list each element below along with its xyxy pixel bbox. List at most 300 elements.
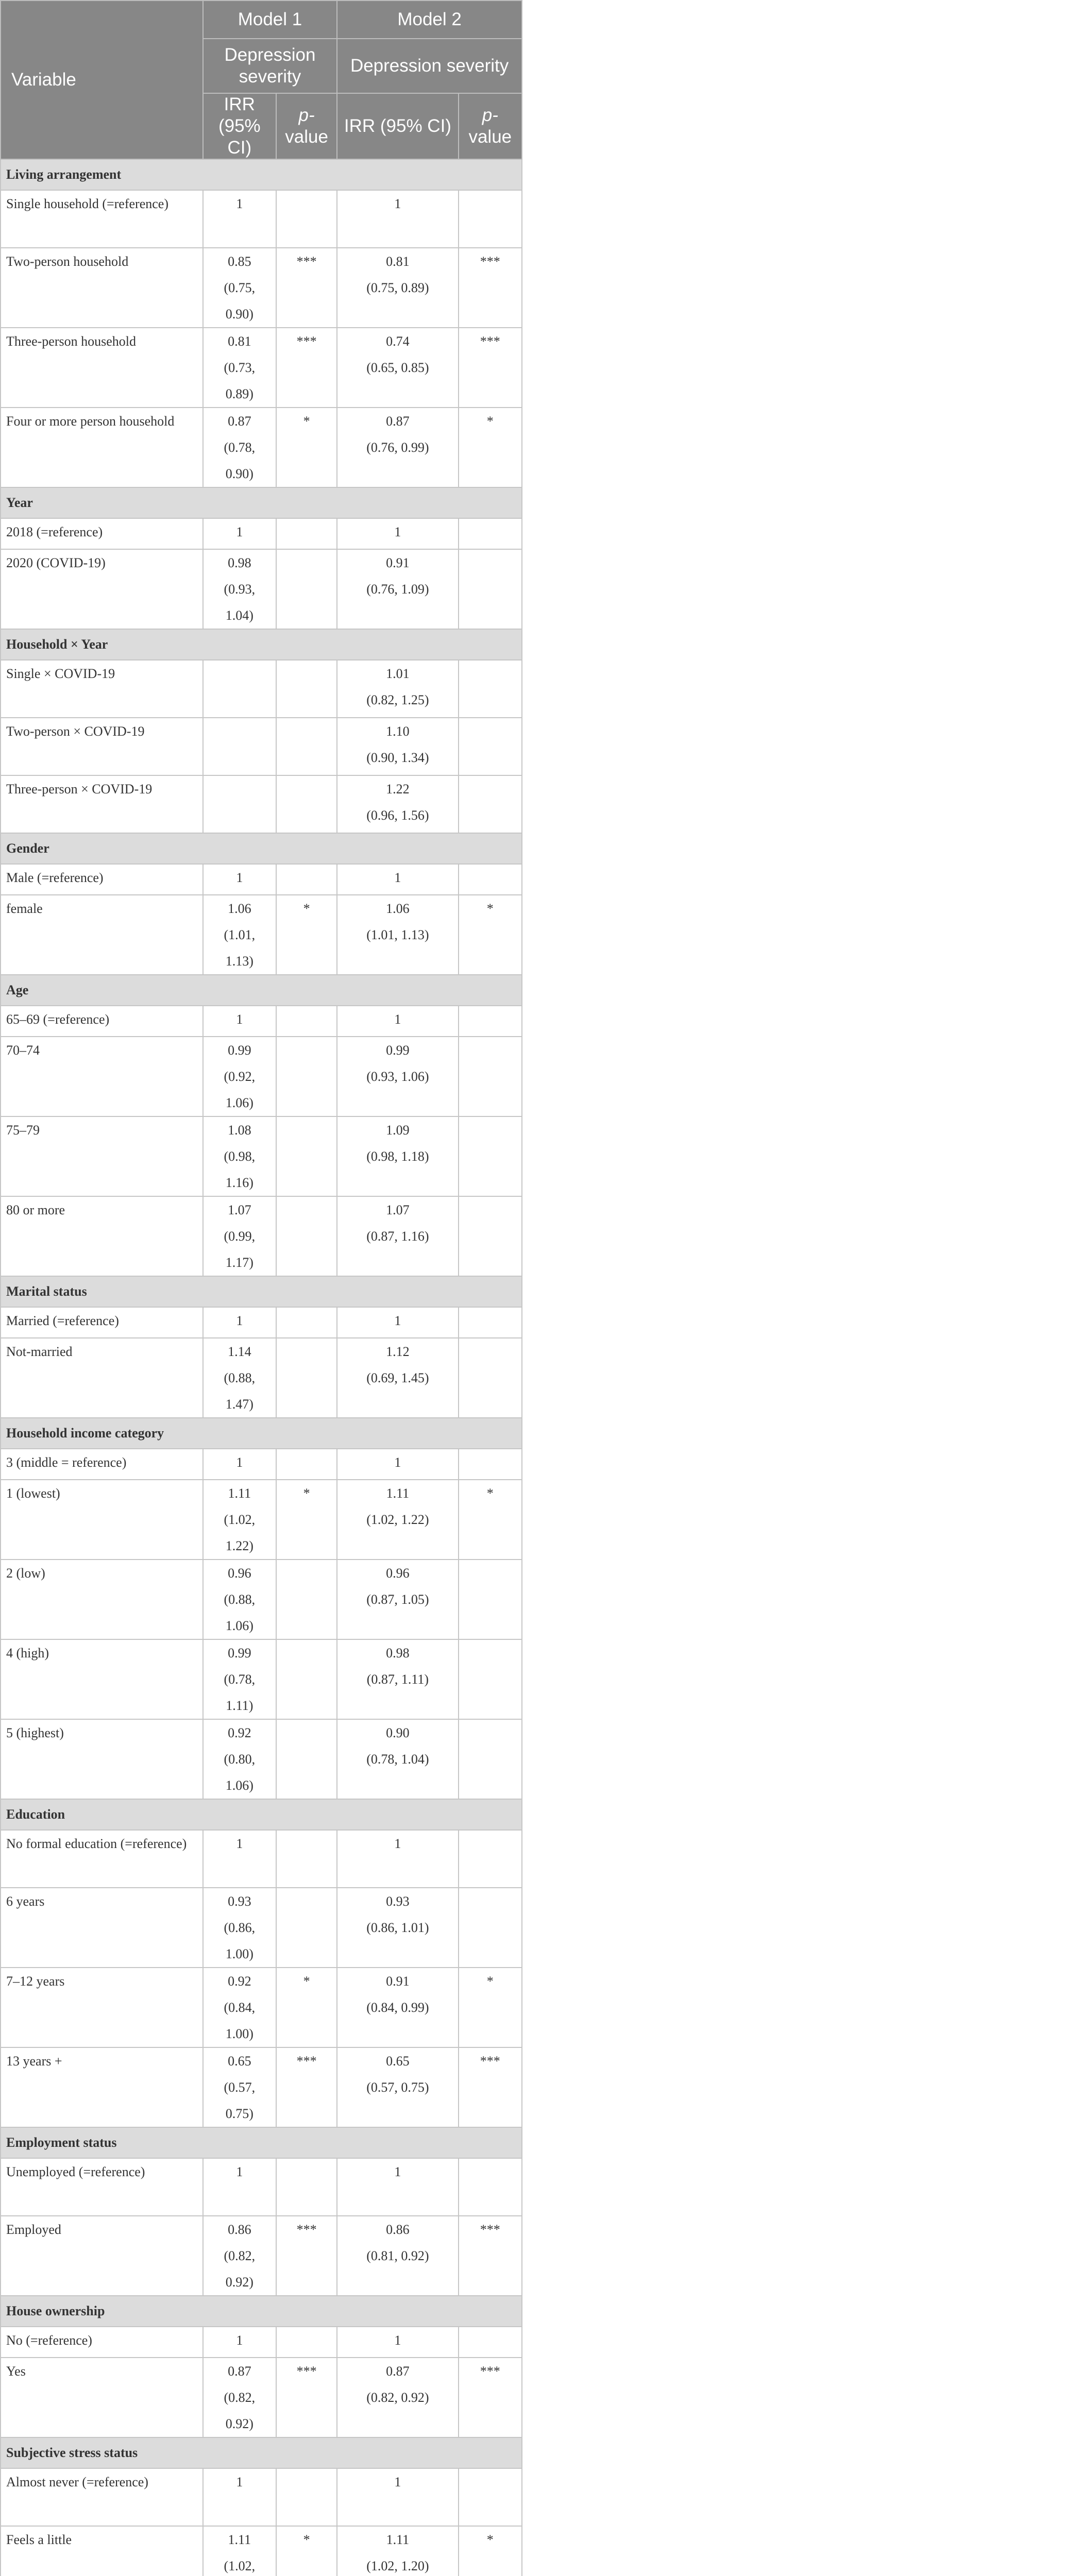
model-2-p-cell: *	[459, 408, 522, 487]
row-label: 70–74	[1, 1037, 203, 1116]
model-1-irr-cell	[203, 2047, 276, 2127]
model-2-p-cell	[459, 1888, 522, 1968]
irr-value: 0.87	[386, 414, 410, 429]
model-1-irr-cell	[203, 1116, 276, 1196]
irr-value: 1.12	[386, 1344, 410, 1359]
ci-value: (0.82, 1.25)	[366, 692, 429, 707]
row-label: 1 (lowest)	[1, 1480, 203, 1560]
irr-value: 0.92	[228, 1725, 251, 1740]
section-row	[1, 2437, 522, 2468]
row-label: Four or more person household	[1, 408, 203, 487]
model-2-irr-cell	[337, 718, 458, 775]
table-row	[1, 518, 522, 549]
model-1-p-cell: ***	[276, 2047, 337, 2127]
section-row	[1, 629, 522, 660]
model-2-p-cell	[459, 1037, 522, 1116]
irr-value: 1.07	[386, 1202, 410, 1217]
table-row	[1, 1449, 522, 1480]
model-1-p-cell: *	[276, 408, 337, 487]
irr-value: 1	[236, 2333, 243, 2348]
ci-value: (1.01, 1.13)	[366, 927, 429, 942]
row-label: Three-person household	[1, 328, 203, 408]
model-2-irr-cell	[337, 408, 458, 487]
model-1-irr-cell	[203, 1196, 276, 1276]
model-1-irr-cell	[203, 1480, 276, 1560]
irr-value: 0.96	[228, 1566, 251, 1581]
row-label: Employed	[1, 2216, 203, 2296]
irr-value: 1	[394, 870, 401, 885]
table-row	[1, 1719, 522, 1799]
irr-value: 1	[394, 2164, 401, 2179]
model-2-irr-cell	[337, 1338, 458, 1418]
model-1-irr-cell	[203, 1639, 276, 1719]
table-row	[1, 1639, 522, 1719]
regression-table	[0, 0, 522, 2576]
model-1-irr-cell	[203, 775, 276, 833]
model-2-p-cell	[459, 2158, 522, 2216]
table-row	[1, 1307, 522, 1338]
model-2-irr-cell	[337, 1006, 458, 1037]
model-2-p-cell	[459, 864, 522, 895]
irr-value: 1	[236, 1455, 243, 1470]
model-2-p-cell: *	[459, 895, 522, 975]
irr-value: 0.96	[386, 1566, 410, 1581]
model-1-p-cell	[276, 718, 337, 775]
model-1-p-cell: ***	[276, 2358, 337, 2437]
section-title: House ownership	[1, 2296, 522, 2327]
row-label: 2 (low)	[1, 1560, 203, 1639]
table-row	[1, 2216, 522, 2296]
ci-value: (0.75, 0.89)	[366, 280, 429, 295]
ci-value: (0.84, 1.00)	[224, 2000, 256, 2041]
irr-value: 1	[394, 1313, 401, 1328]
model-1-irr-cell	[203, 1006, 276, 1037]
model-2-p-cell	[459, 2468, 522, 2526]
model-2-irr-cell	[337, 2468, 458, 2526]
model-1-irr-cell	[203, 2468, 276, 2526]
ci-value: (0.78, 1.11)	[224, 1672, 256, 1713]
model-1-irr-cell	[203, 1888, 276, 1968]
model-2-p-cell	[459, 190, 522, 248]
model-1-irr-cell	[203, 1830, 276, 1888]
model-1-outcome-header: Depression severity	[203, 39, 337, 93]
model-2-p-cell: ***	[459, 2358, 522, 2437]
model-2-irr-cell	[337, 1307, 458, 1338]
row-label: female	[1, 895, 203, 975]
p-value-word: value	[285, 127, 328, 147]
table-row	[1, 2358, 522, 2437]
ci-value: (0.93, 1.04)	[224, 582, 256, 623]
model-1-irr-cell	[203, 1449, 276, 1480]
row-label: Male (=reference)	[1, 864, 203, 895]
table-row	[1, 1560, 522, 1639]
model-2-p-cell	[459, 1006, 522, 1037]
ci-value: (0.82, 0.92)	[366, 2390, 429, 2405]
table-body	[1, 159, 522, 2576]
model-2-outcome-header: Depression severity	[337, 39, 522, 93]
irr-value: 1.14	[228, 1344, 251, 1359]
irr-value: 1	[236, 2475, 243, 2489]
ci-value: (1.02, 1.20)	[366, 2558, 429, 2573]
irr-value: 0.74	[386, 334, 410, 349]
model-2-irr-cell	[337, 1116, 458, 1196]
model-2-irr-cell	[337, 2358, 458, 2437]
model-1-irr-cell	[203, 1338, 276, 1418]
model-1-p-cell	[276, 775, 337, 833]
irr-value: 1.11	[228, 2532, 251, 2547]
ci-value: (1.01, 1.13)	[224, 927, 256, 969]
model-2-p-cell	[459, 1560, 522, 1639]
irr-value: 1.11	[228, 1486, 251, 1501]
table-row	[1, 864, 522, 895]
irr-value: 1	[394, 2475, 401, 2489]
row-label: 4 (high)	[1, 1639, 203, 1719]
model-2-p-cell	[459, 1196, 522, 1276]
model-1-irr-header: IRR (95% CI)	[203, 93, 276, 159]
section-row	[1, 1276, 522, 1307]
irr-value: 0.87	[228, 2364, 251, 2379]
irr-value: 0.81	[228, 334, 251, 349]
irr-value: 1	[236, 1012, 243, 1027]
irr-value: 0.98	[228, 555, 251, 570]
table-row	[1, 1338, 522, 1418]
model-2-p-cell: ***	[459, 2047, 522, 2127]
model-2-irr-cell	[337, 248, 458, 328]
section-row	[1, 2127, 522, 2158]
irr-value: 0.99	[386, 1043, 410, 1058]
model-1-p-cell	[276, 190, 337, 248]
irr-value: 1.06	[228, 901, 251, 916]
ci-value: (0.92, 1.06)	[224, 1069, 256, 1110]
table-row	[1, 775, 522, 833]
table-row	[1, 2327, 522, 2358]
model-1-irr-cell	[203, 1719, 276, 1799]
model-2-irr-cell	[337, 2526, 458, 2576]
model-2-irr-cell	[337, 895, 458, 975]
ci-value: (0.81, 0.92)	[366, 2248, 429, 2263]
section-row	[1, 1799, 522, 1830]
model-2-p-cell	[459, 1719, 522, 1799]
model-2-header: Model 2	[337, 1, 522, 39]
table-header	[1, 1, 522, 159]
model-2-p-cell	[459, 2327, 522, 2358]
table-row	[1, 660, 522, 718]
model-1-p-cell: *	[276, 895, 337, 975]
section-row	[1, 1418, 522, 1449]
model-1-p-cell	[276, 660, 337, 718]
model-2-p-cell: *	[459, 1480, 522, 1560]
model-2-p-cell	[459, 718, 522, 775]
model-1-irr-cell	[203, 1037, 276, 1116]
ci-value: (0.78, 1.04)	[366, 1752, 429, 1767]
row-label: 5 (highest)	[1, 1719, 203, 1799]
table-wrapper	[0, 0, 522, 2576]
model-2-irr-cell	[337, 328, 458, 408]
model-1-p-header	[276, 93, 337, 159]
table-row	[1, 1196, 522, 1276]
table-row	[1, 1037, 522, 1116]
model-1-irr-cell	[203, 2526, 276, 2576]
ci-value: (0.57, 0.75)	[366, 2080, 429, 2095]
model-1-irr-cell	[203, 1968, 276, 2047]
model-2-irr-cell	[337, 864, 458, 895]
ci-value: (0.82, 0.92)	[224, 2390, 256, 2431]
model-2-p-cell	[459, 1449, 522, 1480]
model-1-p-cell	[276, 1338, 337, 1418]
table-row	[1, 1006, 522, 1037]
model-2-p-cell: ***	[459, 248, 522, 328]
irr-value: 1.11	[386, 1486, 410, 1501]
table-row	[1, 2526, 522, 2576]
row-label: 75–79	[1, 1116, 203, 1196]
model-2-p-cell	[459, 518, 522, 549]
model-1-irr-cell	[203, 1307, 276, 1338]
table-row	[1, 1116, 522, 1196]
row-label: Married (=reference)	[1, 1307, 203, 1338]
model-1-p-cell	[276, 1888, 337, 1968]
model-2-irr-cell	[337, 1037, 458, 1116]
model-2-irr-cell	[337, 518, 458, 549]
model-2-irr-cell	[337, 1560, 458, 1639]
model-1-p-cell	[276, 1307, 337, 1338]
model-1-irr-cell	[203, 1560, 276, 1639]
variable-header: Variable	[1, 1, 203, 159]
table-row	[1, 549, 522, 629]
row-label: 7–12 years	[1, 1968, 203, 2047]
model-1-irr-cell	[203, 328, 276, 408]
model-1-p-cell: *	[276, 1480, 337, 1560]
model-2-p-header	[459, 93, 522, 159]
irr-value: 0.65	[386, 2054, 410, 2069]
row-label: 65–69 (=reference)	[1, 1006, 203, 1037]
ci-value: (0.87, 1.16)	[366, 1229, 429, 1244]
model-2-p-cell	[459, 1307, 522, 1338]
irr-value: 1	[236, 524, 243, 539]
model-1-p-cell	[276, 1116, 337, 1196]
model-2-irr-cell	[337, 190, 458, 248]
irr-value: 0.87	[228, 414, 251, 429]
irr-value: 1.06	[386, 901, 410, 916]
model-2-irr-cell	[337, 1719, 458, 1799]
irr-value: 1.09	[386, 1123, 410, 1138]
p-value-word: value	[468, 127, 512, 147]
table-row	[1, 248, 522, 328]
ci-value: (0.73, 0.89)	[224, 360, 256, 401]
model-1-p-cell	[276, 1639, 337, 1719]
irr-value: 0.91	[386, 555, 410, 570]
table-row	[1, 1480, 522, 1560]
model-1-p-cell	[276, 1449, 337, 1480]
section-title: Household × Year	[1, 629, 522, 660]
row-label: Yes	[1, 2358, 203, 2437]
ci-value: (0.84, 0.99)	[366, 2000, 429, 2015]
irr-value: 1.01	[386, 666, 410, 681]
model-1-irr-cell	[203, 718, 276, 775]
irr-value: 0.93	[228, 1894, 251, 1909]
irr-value: 1	[394, 1455, 401, 1470]
model-1-p-cell	[276, 1006, 337, 1037]
model-1-irr-cell	[203, 864, 276, 895]
irr-value: 0.86	[228, 2222, 251, 2237]
model-1-irr-cell	[203, 518, 276, 549]
table-row	[1, 2158, 522, 2216]
table-row	[1, 1968, 522, 2047]
ci-value: (0.93, 1.06)	[366, 1069, 429, 1084]
section-title: Age	[1, 975, 522, 1006]
irr-value: 0.98	[386, 1646, 410, 1660]
section-row	[1, 833, 522, 864]
model-1-irr-cell	[203, 549, 276, 629]
irr-value: 0.86	[386, 2222, 410, 2237]
model-2-p-cell: ***	[459, 328, 522, 408]
irr-value: 1	[236, 2164, 243, 2179]
model-2-p-cell: *	[459, 2526, 522, 2576]
model-1-p-cell	[276, 1037, 337, 1116]
section-row	[1, 159, 522, 190]
section-title: Marital status	[1, 1276, 522, 1307]
row-label: Two-person × COVID-19	[1, 718, 203, 775]
irr-value: 1.10	[386, 724, 410, 739]
model-1-p-cell: ***	[276, 2216, 337, 2296]
ci-value: (0.98, 1.18)	[366, 1149, 429, 1164]
model-1-p-cell	[276, 1196, 337, 1276]
irr-value: 1	[394, 524, 401, 539]
model-2-irr-cell	[337, 1830, 458, 1888]
ci-value: (0.76, 0.99)	[366, 440, 429, 455]
table-row	[1, 1830, 522, 1888]
row-label: 2020 (COVID-19)	[1, 549, 203, 629]
irr-value: 1	[236, 196, 243, 211]
section-title: Year	[1, 487, 522, 518]
model-1-p-cell	[276, 549, 337, 629]
p-italic: p-	[298, 105, 315, 125]
irr-value: 0.93	[386, 1894, 410, 1909]
model-2-irr-cell	[337, 1639, 458, 1719]
ci-value: (0.65, 0.85)	[366, 360, 429, 375]
model-1-irr-cell	[203, 190, 276, 248]
model-1-irr-cell	[203, 660, 276, 718]
row-label: 3 (middle = reference)	[1, 1449, 203, 1480]
irr-value: 1.11	[386, 2532, 410, 2547]
ci-value: (0.86, 1.01)	[366, 1920, 429, 1935]
row-label: Three-person × COVID-19	[1, 775, 203, 833]
model-2-p-cell: ***	[459, 2216, 522, 2296]
ci-value: (0.87, 1.05)	[366, 1592, 429, 1607]
model-2-irr-cell	[337, 1196, 458, 1276]
row-label: Two-person household	[1, 248, 203, 328]
model-1-p-cell	[276, 1830, 337, 1888]
model-2-irr-cell	[337, 1480, 458, 1560]
model-2-irr-cell	[337, 660, 458, 718]
model-2-irr-cell	[337, 2216, 458, 2296]
model-1-irr-cell	[203, 2216, 276, 2296]
section-title: Household income category	[1, 1418, 522, 1449]
model-2-p-cell	[459, 549, 522, 629]
model-2-p-cell	[459, 1338, 522, 1418]
model-2-p-cell	[459, 1116, 522, 1196]
irr-value: 1	[394, 2333, 401, 2348]
model-1-p-cell	[276, 2327, 337, 2358]
model-2-p-cell	[459, 1830, 522, 1888]
model-2-irr-cell	[337, 549, 458, 629]
model-1-p-cell	[276, 518, 337, 549]
section-row	[1, 975, 522, 1006]
model-1-p-cell	[276, 2468, 337, 2526]
table-row	[1, 190, 522, 248]
ci-value: (0.57, 0.75)	[224, 2080, 256, 2121]
irr-value: 0.90	[386, 1725, 410, 1740]
model-1-irr-cell	[203, 248, 276, 328]
model-2-p-cell	[459, 1639, 522, 1719]
row-label: 6 years	[1, 1888, 203, 1968]
row-label: 80 or more	[1, 1196, 203, 1276]
irr-value: 0.92	[228, 1974, 251, 1989]
model-2-irr-cell	[337, 2047, 458, 2127]
irr-value: 1	[236, 1313, 243, 1328]
irr-value: 0.87	[386, 2364, 410, 2379]
ci-value: (0.88, 1.47)	[224, 1370, 256, 1412]
table-row	[1, 328, 522, 408]
ci-value: (0.88, 1.06)	[224, 1592, 256, 1633]
row-label: Single household (=reference)	[1, 190, 203, 248]
section-row	[1, 487, 522, 518]
ci-value: (0.80, 1.06)	[224, 1752, 256, 1793]
table-row	[1, 2468, 522, 2526]
model-1-p-cell: ***	[276, 328, 337, 408]
ci-value: (0.86, 1.00)	[224, 1920, 256, 1961]
irr-value: 1	[236, 870, 243, 885]
row-label: No formal education (=reference)	[1, 1830, 203, 1888]
model-2-irr-cell	[337, 1968, 458, 2047]
model-1-header: Model 1	[203, 1, 337, 39]
irr-value: 0.85	[228, 254, 251, 269]
ci-value: (1.02, 1.22)	[366, 1512, 429, 1527]
ci-value: (0.98, 1.16)	[224, 1149, 256, 1190]
model-1-p-cell: ***	[276, 248, 337, 328]
ci-value: (0.96, 1.56)	[366, 808, 429, 823]
irr-value: 0.81	[386, 254, 410, 269]
table-row	[1, 408, 522, 487]
ci-value: (0.78, 0.90)	[224, 440, 256, 481]
ci-value: (0.76, 1.09)	[366, 582, 429, 597]
section-title: Living arrangement	[1, 159, 522, 190]
ci-value: (0.99, 1.17)	[224, 1229, 256, 1270]
model-1-irr-cell	[203, 2358, 276, 2437]
irr-value: 0.99	[228, 1646, 251, 1660]
model-2-irr-cell	[337, 1888, 458, 1968]
model-1-irr-cell	[203, 2327, 276, 2358]
section-row	[1, 2296, 522, 2327]
irr-value: 1	[394, 1836, 401, 1851]
row-label: Not-married	[1, 1338, 203, 1418]
ci-value: (0.90, 1.34)	[366, 750, 429, 765]
irr-value: 1	[394, 1012, 401, 1027]
irr-value: 1.07	[228, 1202, 251, 1217]
table-row	[1, 718, 522, 775]
ci-value: (0.75, 0.90)	[224, 280, 256, 321]
model-2-irr-header: IRR (95% CI)	[337, 93, 458, 159]
model-1-irr-cell	[203, 2158, 276, 2216]
ci-value: (0.69, 1.45)	[366, 1370, 429, 1385]
irr-value: 1	[394, 196, 401, 211]
irr-value: 1	[236, 1836, 243, 1851]
ci-value: (1.02,	[224, 2558, 256, 2573]
row-label: Almost never (=reference)	[1, 2468, 203, 2526]
irr-value: 0.91	[386, 1974, 410, 1989]
irr-value: 1.22	[386, 782, 410, 796]
model-2-p-cell	[459, 775, 522, 833]
irr-value: 0.65	[228, 2054, 251, 2069]
